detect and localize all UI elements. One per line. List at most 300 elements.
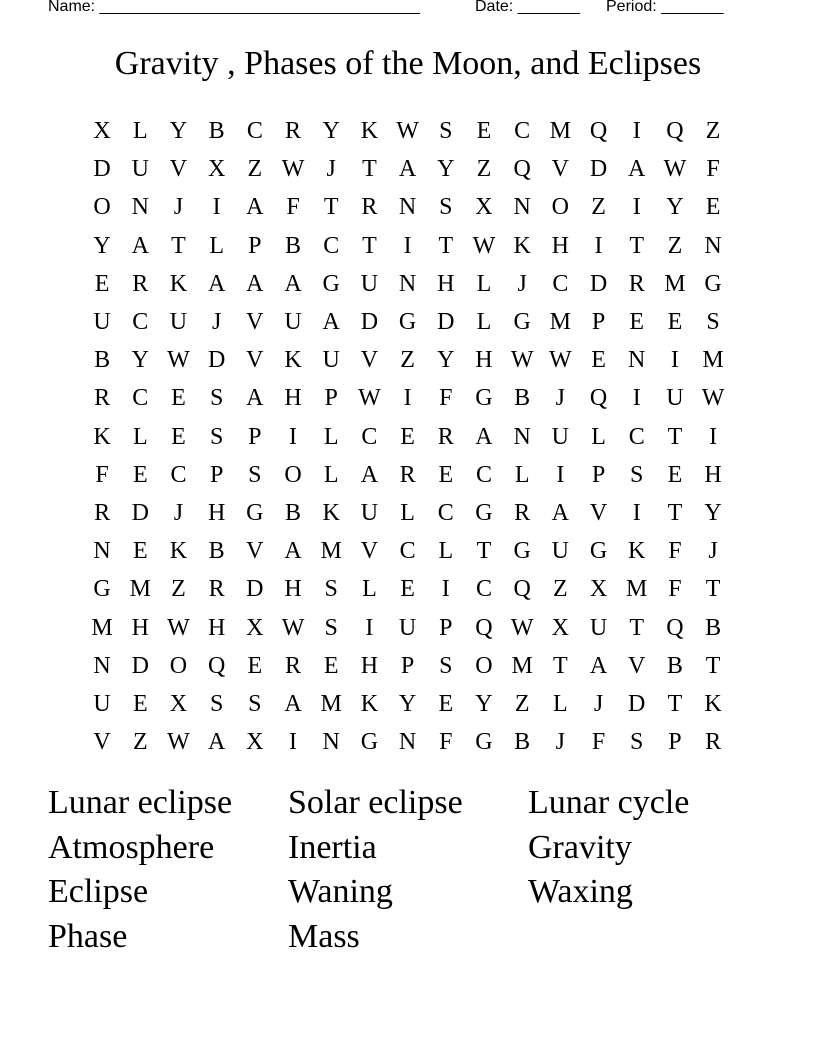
grid-letter[interactable]: A [284,270,302,297]
grid-letter[interactable]: G [704,270,722,297]
grid-letter[interactable]: V [93,729,111,756]
grid-letter[interactable]: L [132,118,148,145]
grid-letter[interactable]: C [170,461,187,488]
grid-letter[interactable]: X [475,194,493,221]
grid-letter[interactable]: A [131,232,149,259]
grid-letter[interactable]: H [360,652,379,679]
grid-letter[interactable]: G [475,499,493,526]
grid-letter[interactable]: E [629,309,645,336]
grid-letter[interactable]: H [704,461,722,488]
grid-letter[interactable]: S [630,729,644,756]
grid-letter[interactable]: G [513,538,531,565]
grid-letter[interactable]: E [438,690,454,717]
grid-letter[interactable]: Q [666,118,684,145]
grid-letter[interactable]: R [399,461,416,488]
grid-letter[interactable]: U [93,309,111,336]
grid-letter[interactable]: T [705,652,721,679]
grid-letter[interactable]: W [281,156,305,183]
grid-letter[interactable]: E [247,652,263,679]
grid-letter[interactable]: X [551,614,570,641]
grid-letter[interactable]: K [93,423,111,450]
grid-letter[interactable]: L [323,461,339,488]
grid-letter[interactable]: C [628,423,645,450]
grid-letter[interactable]: Z [553,576,568,603]
grid-row [83,685,733,723]
grid-letter[interactable]: S [324,576,338,603]
grid-letter[interactable]: E [591,347,606,374]
grid-letter[interactable]: Y [131,347,149,374]
grid-letter[interactable]: V [246,309,264,336]
grid-letter[interactable]: C [323,232,340,259]
grid-letter[interactable]: U [322,347,340,374]
grid-letter[interactable]: C [514,118,531,145]
grid-letter[interactable]: I [441,576,450,603]
grid-letter[interactable]: Q [589,118,608,145]
grid-letter[interactable]: Z [400,347,415,374]
grid-letter[interactable]: U [93,690,111,717]
grid-letter[interactable]: P [248,423,262,450]
grid-letter[interactable]: H [284,576,302,603]
grid-letter[interactable]: K [169,270,188,297]
grid-letter[interactable]: V [246,538,264,565]
grid-letter[interactable]: F [95,461,109,488]
grid-letter[interactable]: Q [513,156,531,183]
grid-letter[interactable]: S [324,614,338,641]
grid-letter[interactable]: M [549,309,572,336]
grid-letter[interactable]: A [284,690,302,717]
grid-letter[interactable]: U [398,614,417,641]
grid-letter[interactable]: B [208,118,225,145]
grid-letter[interactable]: K [360,690,379,717]
grid-letter[interactable]: T [667,423,683,450]
grid-letter[interactable]: F [591,729,606,756]
grid-letter[interactable]: I [212,194,221,221]
grid-letter[interactable]: T [171,232,186,259]
grid-letter[interactable]: Y [93,232,111,259]
grid-letter[interactable]: J [708,538,718,565]
grid-letter[interactable]: V [589,499,608,526]
grid-letter[interactable]: H [207,499,226,526]
grid-letter[interactable]: N [513,423,531,450]
grid-letter[interactable]: G [589,538,608,565]
grid-letter[interactable]: Q [513,576,531,603]
grid-letter[interactable]: Y [169,118,188,145]
grid-letter[interactable]: C [437,499,454,526]
grid-letter[interactable]: V [169,156,188,183]
grid-letter[interactable]: I [632,385,641,412]
grid-letter[interactable]: T [705,576,721,603]
grid-letter[interactable]: B [94,347,111,374]
grid-letter[interactable]: K [704,690,722,717]
grid-letter[interactable]: D [360,309,379,336]
grid-letter[interactable]: P [209,461,224,488]
grid-letter[interactable]: U [551,538,570,565]
grid-letter[interactable]: C [361,423,378,450]
grid-letter[interactable]: O [551,194,570,221]
grid-letter[interactable]: G [475,385,493,412]
grid-letter[interactable]: L [591,423,606,450]
grid-letter[interactable]: K [628,538,646,565]
grid-letter[interactable]: D [589,156,608,183]
grid-letter[interactable]: S [439,118,453,145]
grid-letter[interactable]: A [360,461,379,488]
grid-row [83,723,733,761]
grid-letter[interactable]: Q [207,652,226,679]
grid-letter[interactable]: L [362,576,377,603]
grid-letter[interactable]: L [476,270,492,297]
grid-letter[interactable]: I [632,118,641,145]
grid-letter[interactable]: O [169,652,188,679]
grid-letter[interactable]: Y [475,690,493,717]
grid-letter[interactable]: R [437,423,454,450]
grid-letter[interactable]: I [289,423,298,450]
grid-letter[interactable]: T [667,499,683,526]
grid-letter[interactable]: U [360,499,379,526]
grid-letter[interactable]: D [131,499,149,526]
grid-letter[interactable]: J [593,690,604,717]
grid-letter[interactable]: X [169,690,188,717]
grid-letter[interactable]: C [246,118,263,145]
grid-letter[interactable]: U [666,385,684,412]
grid-letter[interactable]: Y [398,690,417,717]
grid-letter[interactable]: G [360,729,379,756]
grid-letter[interactable]: A [284,538,302,565]
grid-letter[interactable]: Z [247,156,263,183]
grid-letter[interactable]: D [628,690,646,717]
grid-letter[interactable]: N [131,194,149,221]
grid-letter[interactable]: K [284,347,302,374]
grid-letter[interactable]: B [705,614,722,641]
grid-letter[interactable]: M [91,614,113,641]
grid-letter[interactable]: N [398,194,417,221]
grid-letter[interactable]: U [589,614,608,641]
grid-letter[interactable]: A [246,270,264,297]
grid-letter[interactable]: J [517,270,527,297]
grid-letter[interactable]: Q [589,385,608,412]
grid-letter[interactable]: O [475,652,493,679]
grid-letter[interactable]: W [701,385,725,412]
grid-letter[interactable]: W [663,156,687,183]
grid-row [83,647,733,685]
grid-letter[interactable]: P [591,461,606,488]
grid-letter[interactable]: X [246,614,264,641]
grid-letter[interactable]: W [549,347,572,374]
grid-row [83,494,733,532]
grid-letter[interactable]: F [668,576,682,603]
word-bank-item: Gravity [528,828,632,866]
grid-letter[interactable]: M [664,270,686,297]
grid-letter[interactable]: X [207,156,226,183]
grid-letter[interactable]: I [632,499,641,526]
grid-letter[interactable]: W [167,729,190,756]
grid-letter[interactable]: U [284,309,302,336]
grid-letter[interactable]: R [628,270,645,297]
grid-letter[interactable]: U [131,156,149,183]
grid-letter[interactable]: Y [437,347,455,374]
grid-letter[interactable]: A [207,270,226,297]
grid-letter[interactable]: A [475,423,493,450]
grid-letter[interactable]: I [403,232,412,259]
grid-letter[interactable]: Q [475,614,493,641]
grid-letter[interactable]: E [667,309,683,336]
grid-letter[interactable]: L [553,690,568,717]
grid-letter[interactable]: C [552,270,569,297]
grid-letter[interactable]: I [709,423,718,450]
grid-letter[interactable]: E [94,270,110,297]
grid-letter[interactable]: K [513,232,531,259]
grid-letter[interactable]: E [438,461,454,488]
grid-letter[interactable]: N [93,652,111,679]
grid-letter[interactable]: J [555,729,566,756]
grid-letter[interactable]: A [628,156,646,183]
grid-letter[interactable]: S [630,461,644,488]
grid-letter[interactable]: Z [667,232,683,259]
grid-letter[interactable]: P [668,729,682,756]
grid-letter[interactable]: N [628,347,646,374]
grid-letter[interactable]: H [131,614,149,641]
grid-letter[interactable]: L [323,423,339,450]
grid-letter[interactable]: M [320,690,342,717]
grid-letter[interactable]: X [246,729,264,756]
grid-letter[interactable]: Y [666,194,684,221]
grid-letter[interactable]: D [131,652,149,679]
grid-letter[interactable]: I [670,347,679,374]
grid-letter[interactable]: D [589,270,608,297]
grid-letter[interactable]: T [629,232,645,259]
grid-letter[interactable]: G [475,729,493,756]
grid-letter[interactable]: S [706,309,720,336]
grid-letter[interactable]: A [398,156,417,183]
grid-letter[interactable]: R [514,499,531,526]
grid-letter[interactable]: D [207,347,226,374]
grid-letter[interactable]: E [705,194,721,221]
grid-letter[interactable]: S [209,690,224,717]
grid-letter[interactable]: V [551,156,570,183]
grid-letter[interactable]: Y [437,156,455,183]
grid-letter[interactable]: R [285,652,302,679]
grid-letter[interactable]: E [132,538,148,565]
grid-letter[interactable]: T [476,538,492,565]
grid-letter[interactable]: T [362,232,377,259]
grid-letter[interactable]: A [246,194,264,221]
grid-letter[interactable]: A [207,729,226,756]
grid-letter[interactable]: C [475,461,492,488]
grid-letter[interactable]: R [94,385,111,412]
grid-letter[interactable]: J [173,194,184,221]
grid-letter[interactable]: E [400,423,415,450]
grid-letter[interactable]: H [437,270,455,297]
grid-letter[interactable]: J [326,156,336,183]
grid-letter[interactable]: P [324,385,338,412]
grid-letter[interactable]: C [399,538,416,565]
grid-letter[interactable]: J [211,309,222,336]
grid-letter[interactable]: T [667,690,683,717]
grid-letter[interactable]: M [549,118,572,145]
grid-letter[interactable]: P [400,652,415,679]
grid-letter[interactable]: H [551,232,570,259]
grid-letter[interactable]: G [322,270,340,297]
grid-letter[interactable]: N [398,729,417,756]
grid-letter[interactable]: L [514,461,530,488]
grid-letter[interactable]: G [513,309,531,336]
grid-letter[interactable]: A [551,499,570,526]
grid-letter[interactable]: O [284,461,302,488]
grid-letter[interactable]: B [514,729,531,756]
grid-letter[interactable]: E [476,118,492,145]
grid-letter[interactable]: W [281,614,305,641]
grid-letter[interactable]: K [322,499,340,526]
grid-letter[interactable]: S [439,194,453,221]
grid-letter[interactable]: I [365,614,374,641]
grid-letter[interactable]: T [362,156,377,183]
grid-letter[interactable]: V [360,347,379,374]
grid-letter[interactable]: V [246,347,264,374]
grid-letter[interactable]: T [553,652,568,679]
grid-letter[interactable]: C [475,576,492,603]
grid-letter[interactable]: N [398,270,417,297]
grid-letter[interactable]: X [589,576,608,603]
grid-letter[interactable]: N [93,538,111,565]
grid-letter[interactable]: E [667,461,683,488]
grid-letter[interactable]: G [398,309,417,336]
grid-letter[interactable]: B [514,385,531,412]
grid-letter[interactable]: I [556,461,565,488]
grid-letter[interactable]: E [400,576,415,603]
grid-letter[interactable]: G [93,576,111,603]
grid-letter[interactable]: J [173,499,184,526]
grid-letter[interactable]: R [285,118,302,145]
grid-row [83,150,733,188]
grid-letter[interactable]: V [360,538,379,565]
grid-letter[interactable]: W [167,347,190,374]
grid-letter[interactable]: I [403,385,412,412]
grid-row [83,341,733,379]
grid-letter[interactable]: J [555,385,566,412]
grid-letter[interactable]: S [248,461,262,488]
grid-letter[interactable]: Z [476,156,492,183]
grid-letter[interactable]: N [704,232,722,259]
grid-letter[interactable]: L [400,499,415,526]
grid-letter[interactable]: Q [666,614,684,641]
grid-letter[interactable]: U [360,270,379,297]
grid-letter[interactable]: L [476,309,492,336]
grid-letter[interactable]: E [171,423,186,450]
grid-letter[interactable]: F [286,194,300,221]
grid-letter[interactable]: A [322,309,340,336]
grid-letter[interactable]: F [439,729,453,756]
grid-letter[interactable]: I [289,729,298,756]
grid-letter[interactable]: Y [704,499,722,526]
grid-letter[interactable]: U [169,309,188,336]
grid-letter[interactable]: D [246,576,264,603]
grid-letter[interactable]: H [475,347,493,374]
grid-letter[interactable]: F [706,156,720,183]
grid-letter[interactable]: M [702,347,724,374]
grid-letter[interactable]: T [438,232,454,259]
grid-letter[interactable]: S [439,652,453,679]
grid-letter[interactable]: W [167,614,190,641]
grid-letter[interactable]: N [322,729,340,756]
grid-letter[interactable]: B [285,232,302,259]
grid-letter[interactable]: I [594,232,603,259]
grid-letter[interactable]: R [132,270,149,297]
grid-letter[interactable]: P [248,232,262,259]
grid-letter[interactable]: D [437,309,455,336]
grid-letter[interactable]: S [209,385,224,412]
grid-letter[interactable]: H [207,614,226,641]
grid-letter[interactable]: W [396,118,419,145]
grid-letter[interactable]: G [246,499,264,526]
grid-letter[interactable]: D [93,156,111,183]
grid-letter[interactable]: Z [132,729,148,756]
grid-letter[interactable]: R [705,729,722,756]
grid-letter[interactable]: H [284,385,302,412]
grid-letter[interactable]: P [591,309,606,336]
grid-letter[interactable]: W [358,385,381,412]
grid-letter[interactable]: M [511,652,533,679]
grid-letter[interactable]: M [129,576,151,603]
grid-letter[interactable]: W [510,614,534,641]
grid-letter[interactable]: Z [591,194,606,221]
grid-letter[interactable]: N [513,194,531,221]
grid-letter[interactable]: U [551,423,570,450]
grid-letter[interactable]: R [208,576,225,603]
grid-letter[interactable]: S [209,423,224,450]
grid-letter[interactable]: K [169,538,188,565]
grid-letter[interactable]: W [472,232,496,259]
grid-letter[interactable]: M [626,576,648,603]
grid-letter[interactable]: E [323,652,339,679]
grid-letter[interactable]: B [208,538,225,565]
date-field[interactable]: Date: _______ [475,0,580,15]
grid-letter[interactable]: S [248,690,262,717]
grid-letter[interactable]: C [132,309,149,336]
grid-letter[interactable]: I [632,194,641,221]
grid-letter[interactable]: B [666,652,683,679]
grid-letter[interactable]: M [320,538,342,565]
grid-letter[interactable]: R [94,499,111,526]
grid-letter[interactable]: E [171,385,186,412]
grid-letter[interactable]: Y [322,118,340,145]
grid-letter[interactable]: O [93,194,111,221]
grid-letter[interactable]: L [132,423,148,450]
name-field[interactable]: Name: ____________________________________ [48,0,420,15]
grid-letter[interactable]: L [209,232,224,259]
grid-letter[interactable]: E [132,690,148,717]
grid-letter[interactable]: A [589,652,608,679]
grid-row [83,227,733,265]
grid-letter[interactable]: Z [514,690,530,717]
grid-letter[interactable]: W [510,347,534,374]
grid-letter[interactable]: V [628,652,646,679]
grid-letter[interactable]: F [439,385,453,412]
grid-letter[interactable]: R [361,194,378,221]
grid-letter[interactable]: K [360,118,379,145]
grid-letter[interactable]: P [439,614,453,641]
grid-letter[interactable]: A [246,385,264,412]
grid-letter[interactable]: Z [705,118,721,145]
grid-letter[interactable]: C [132,385,149,412]
grid-letter[interactable]: E [132,461,148,488]
grid-letter[interactable]: F [668,538,682,565]
period-field[interactable]: Period: _______ [606,0,724,15]
grid-letter[interactable]: L [438,538,454,565]
grid-letter[interactable]: Z [171,576,186,603]
grid-letter[interactable]: X [93,118,111,145]
grid-letter[interactable]: T [323,194,339,221]
grid-letter[interactable]: T [629,614,645,641]
grid-letter[interactable]: B [285,499,302,526]
